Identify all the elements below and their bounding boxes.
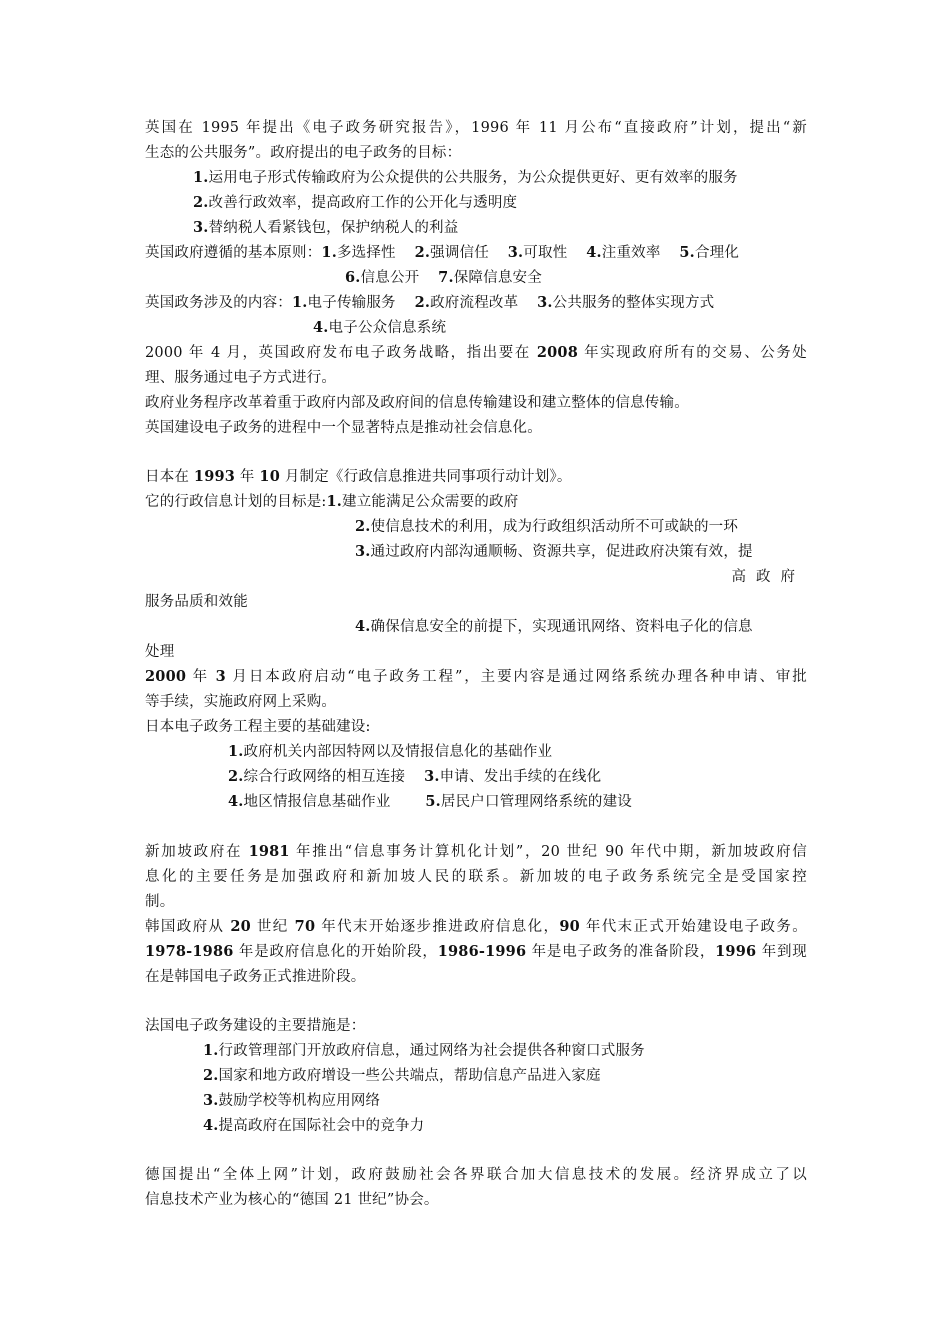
france-item: 1.行政管理部门开放政府信息，通过网络为社会提供各种窗口式服务 [203, 1042, 645, 1059]
korea-line-1: 韩国政府从 20 世纪 70 年代末开始逐步推进政府信息化，90 年代末正式开始建设电子政务。 [145, 918, 807, 935]
uk-intro-line-1: 英国在 1995 年提出《电子政务研究报告》，1996 年 11 月公布“直接政府”计划，提出“新 [145, 120, 807, 136]
japan-goal-item: 3.通过政府内部沟通顺畅、资源共享，促进政府决策有效，提 [355, 543, 753, 560]
uk-principles-line-2: 6.信息公开 7.保障信息安全 [345, 269, 542, 286]
japan-goals-line-1: 它的行政信息计划的目标是:1.建立能满足公众需要的政府 [145, 493, 519, 510]
uk-strategy-line-1: 2000 年 4 月，英国政府发布电子政务战略，指出要在 2008 年实现政府所有的交易、公务处 [145, 344, 807, 361]
uk-goal-item: 2.改善行政效率，提高政府工作的公开化与透明度 [193, 194, 518, 211]
uk-goal-item: 3.替纳税人看紧钱包，保护纳税人的利益 [193, 219, 459, 236]
japan-goal-item: 2.使信息技术的利用，成为行政组织活动所不可或缺的一环 [355, 518, 739, 535]
japan-goal4-continuation: 处理 [145, 644, 175, 660]
france-item: 2.国家和地方政府增设一些公共端点，帮助信息产品进入家庭 [203, 1067, 601, 1084]
japan-infra-item: 1.政府机关内部因特网以及情报信息化的基础作业 [228, 743, 553, 760]
japan-infra-line-3: 4.地区情报信息基础作业 5.居民户口管理网络系统的建设 [228, 793, 633, 810]
germany-line-1: 德国提出“全体上网”计划，政府鼓励社会各界联合加大信息技术的发展。经济界成立了以 [145, 1167, 807, 1183]
japan-infra-label: 日本电子政务工程主要的基础建设: [145, 719, 371, 735]
uk-strategy-line-2: 理、服务通过电子方式进行。 [145, 370, 337, 386]
singapore-line-2: 息化的主要任务是加强政府和新加坡人民的联系。新加坡的电子政务系统完全是受国家控 [145, 869, 807, 885]
japan-goal-item: 4.确保信息安全的前提下，实现通讯网络、资料电子化的信息 [355, 618, 753, 635]
japan-intro-line: 日本在 1993 年 10 月制定《行政信息推进共同事项行动计划》。 [145, 468, 572, 485]
japan-project-line-2: 等手续，实施政府网上采购。 [145, 694, 337, 710]
korea-line-2: 1978-1986 年是政府信息化的开始阶段，1986-1996 年是电子政务的准备阶段，1996 年到现 [145, 943, 807, 960]
japan-infra-line-2: 2.综合行政网络的相互连接 3.申请、发出手续的在线化 [228, 768, 602, 785]
france-item: 4.提高政府在国际社会中的竞争力 [203, 1117, 425, 1134]
uk-intro-line-2: 生态的公共服务”。政府提出的电子政务的目标： [145, 145, 462, 161]
singapore-line-3: 制。 [145, 894, 175, 910]
japan-project-line-1: 2000 年 3 月日本政府启动“电子政务工程”，主要内容是通过网络系统办理各种申请、审批 [145, 668, 807, 685]
uk-content-line-2: 4.电子公众信息系统 [313, 319, 447, 336]
uk-feature-line: 英国建设电子政务的进程中一个显著特点是推动社会信息化。 [145, 420, 542, 436]
uk-principles-label: 英国政府遵循的基本原则： [145, 245, 322, 261]
uk-principles-line-1: 英国政府遵循的基本原则：1.多选择性 2.强调信任 3.可取性 4.注重效率 5.合理化 [145, 244, 740, 261]
singapore-line-1: 新加坡政府在 1981 年推出“信息事务计算机化计划”，20 世纪 90 年代中期，新加坡政府信 [145, 843, 808, 860]
japan-goal3-line-3: 服务品质和效能 [145, 594, 248, 610]
uk-content-line-1: 英国政务涉及的内容：1.电子传输服务 2.政府流程改革 3.公共服务的整体实现方式 [145, 294, 715, 311]
uk-content-label: 英国政务涉及的内容： [145, 295, 292, 311]
korea-line-3: 在是韩国电子政务正式推进阶段。 [145, 969, 366, 985]
germany-line-2: 信息技术产业为核心的“德国 21 世纪”协会。 [145, 1192, 439, 1208]
uk-goal-item: 1.运用电子形式传输政府为公众提供的公共服务，为公众提供更好、更有效率的服务 [193, 169, 738, 186]
japan-goal3-continuation: 高政府 [731, 569, 805, 585]
france-label: 法国电子政务建设的主要措施是： [145, 1018, 366, 1034]
uk-reform-line: 政府业务程序改革着重于政府内部及政府间的信息传输建设和建立整体的信息传输。 [145, 395, 689, 411]
japan-goals-label: 它的行政信息计划的目标是: [145, 494, 327, 510]
france-item: 3.鼓励学校等机构应用网络 [203, 1092, 381, 1109]
